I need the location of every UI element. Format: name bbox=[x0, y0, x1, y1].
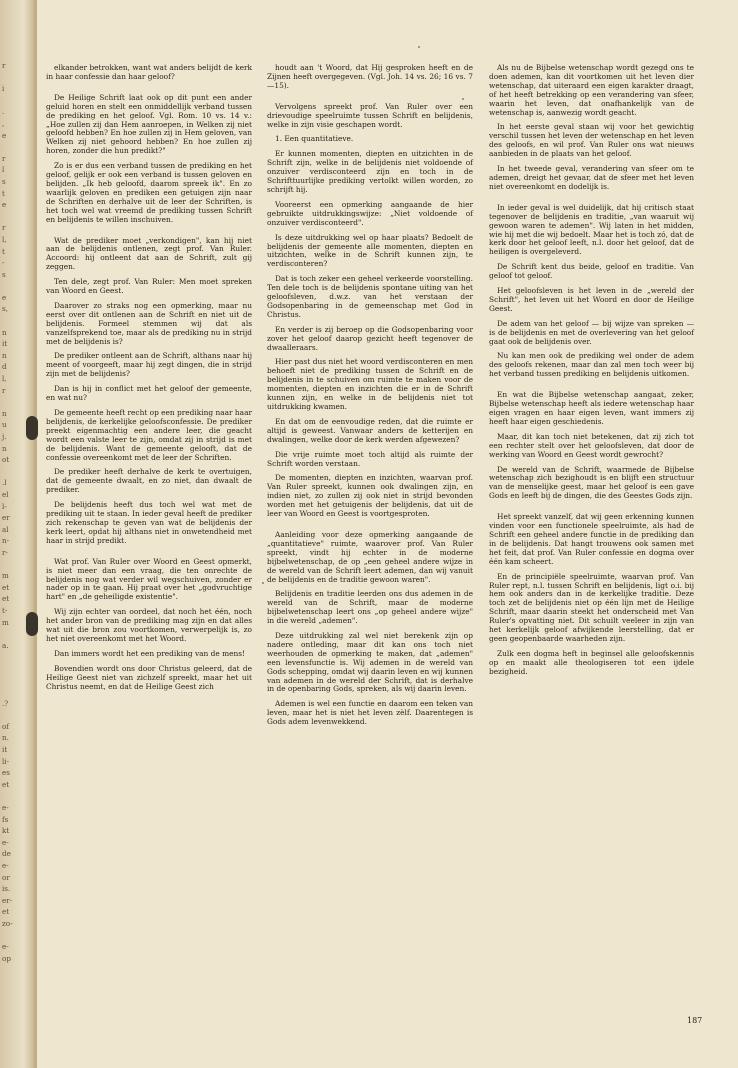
paragraph: Ten dele, zegt prof. Van Ruler: Men moet spreken van Woord en Geest. bbox=[46, 277, 252, 296]
paragraph: Dat is toch zeker een geheel verkeerde voorstelling. Ten dele toch is de belijdenis spontane uiting van het geloofsleven, d.w.z. van het verstaan der Godsopenbaring in de gemeenschap met God in Christus. bbox=[267, 274, 473, 319]
paragraph: De prediker ontleent aan de Schrift, althans naar hij meent of voorgeeft, maar hij zegt dingen, die in strijd zijn met de belijdenis? bbox=[46, 351, 252, 379]
text-column-left bbox=[46, 64, 252, 697]
paragraph: Aanleiding voor deze opmerking aangaande de „quantitatieve" ruimte, waarover prof. Van Ruler spreekt, vindt hij echter in de moderne bijbelwetenschap, de op „een geheel andere wijze in de wereld van de Schrift leert ademen, dan wij vanuit de belijdenis en de traditie gewoon waren". bbox=[267, 529, 473, 584]
paragraph: En verder is zij beroep op die Godsopenbaring voor zover het geloof daarop gezicht heeft tegenover de dwaalleraars. bbox=[267, 324, 473, 352]
print-speck bbox=[462, 98, 464, 100]
print-speck bbox=[418, 46, 420, 48]
paragraph: Het spreekt vanzelf, dat wij geen erkenning kunnen vinden voor een functionele speelruimte, als had de Schrift een geheel andere functie in de prediking dan in de belijdenis. Dat hangt trouwens ook samen met het feit, dat prof. Van Ruler confessie en dogma over één kam scheert. bbox=[489, 512, 694, 566]
text-column-right bbox=[489, 64, 694, 683]
paragraph: Dan is hij in conflict met het geloof der gemeente, en wat nu? bbox=[46, 384, 252, 403]
paragraph: In het eerste geval staan wij voor het gewichtig verschil tussen het leven der wetenschap en het leven des geloofs, en wil prof. Van Ruler ons wat nieuws aanbieden in de plaats van het geloof. bbox=[489, 122, 694, 159]
paragraph: En dat om de eenvoudige reden, dat die ruimte er altijd is geweest. Vanwaar anders de ketterijen en dwalingen, welke door de kerk werden afgewezen? bbox=[267, 416, 473, 444]
paragraph: Die vrije ruimte moet toch altijd als ruimte der Schrift worden verstaan. bbox=[267, 449, 473, 468]
paragraph: Nu kan men ook de prediking wel onder de adem des geloofs rekenen, maar dan zal men toch weer bij het verband tussen prediking en belijdenis uitkomen. bbox=[489, 351, 694, 379]
paragraph: De Schrift kent dus beide, geloof en traditie. Van geloof tot geloof. bbox=[489, 262, 694, 281]
paragraph: Zulk een dogma heft in beginsel alle geloofskennis op en maakt alle theologiseren tot een ijdele bezigheid. bbox=[489, 648, 694, 676]
paragraph: De belijdenis heeft dus toch wel wat met de prediking uit te staan. In ieder geval heeft de prediker zich rekenschap te geven van wat de belijdenis der kerk leert, opdat hij althans niet in onwetendheid met haar in strijd predikt. bbox=[46, 500, 252, 545]
paragraph: Er kunnen momenten, diepten en uitzichten in de Schrift zijn, welke in de belijdenis niet voldoende of onzuiver verdisconteerd zijn en toch in de Schrifttuurlijke prediking vertolkt willen worden, zo schrijft hij. bbox=[267, 149, 473, 194]
paragraph: Deze uitdrukking zal wel niet berekenk zijn op nadere ontleding, maar dit kan ons toch niet weerhouden de opmerking te maken, dat „ademen" een levensfunctie is. Wij ademen in de wereld van Gods schepping, omdat wij daarin leven en wij kunnen van ademen in de wereld der Schrift, dat is derhalve in de openbaring Gods, spreken, als wij daarin leven. bbox=[267, 631, 473, 694]
paragraph: Wat de prediker moet „verkondigen", kan hij niet aan de belijdenis ontlenen, zegt prof. Van Ruler. Accoord: hij ontleent dat aan de Schrift, zult gij zeggen. bbox=[46, 235, 252, 272]
previous-page-edge bbox=[0, 0, 34, 1068]
paragraph: De Heilige Schrift laat ook op dit punt een ander geluid horen en stelt een onmiddellijk verband tussen de prediking en het geloof. Vgl. Rom. 10 vs. 14 v.: „Hoe zullen zij dan Hem aanroepen, in Welken zij niet geloofd hebben? En hoe zullen zij in Hem geloven, van Welken zij niet gehoord hebben? En hoe zullen zij horen, zonder die hun predikt?" bbox=[46, 92, 252, 156]
binding-ring bbox=[26, 612, 38, 636]
paragraph: Ademen is wel een functie en daarom een teken van leven, maar het is niet het leven zèlf. Daarentegen is Gods adem levenwekkend. bbox=[267, 699, 473, 727]
paragraph: Het geloofsleven is het leven in de „wereld der Schrift", het leven uit het Woord en door de Heilige Geest. bbox=[489, 286, 694, 313]
paragraph: Hier past dus niet het woord verdisconteren en men behoeft niet de prediking tussen de Schrift en de belijdenis in te schuiven om ruimte te maken voor de momenten, diepten en inzichten die er in de Schrift kunnen zijn, en welke in de belijdenis niet tot uitdrukking kwamen. bbox=[267, 357, 473, 411]
paragraph: Dan immers wordt het een prediking van de mens! bbox=[54, 648, 246, 658]
paragraph: De prediker heeft derhalve de kerk te overtuigen, dat de gemeente dwaalt, en zo niet, dan dwaalt de prediker. bbox=[46, 467, 252, 495]
print-speck bbox=[262, 582, 264, 584]
paragraph: En wat die Bijbelse wetenschap aangaat, zeker, Bijbelse wetenschap heeft als iedere wetenschap haar eigen vragen en haar eigen leven, want immers zij heeft haar eigen geschiedenis. bbox=[489, 390, 694, 426]
paragraph: Als nu de Bijbelse wetenschap wordt gezegd ons te doen ademen, kan dit voortkomen uit het leven dier wetenschap, dat uiteraard een eigen karakter draagt, of het heeft betrekking op een verandering van sfeer, waarin het leven, dat onafhankelijk van de wetenschap is, aanwezig wordt geacht. bbox=[489, 63, 694, 117]
page-number: 187 bbox=[687, 1016, 703, 1025]
paragraph: Is deze uitdrukking wel op haar plaats? Bedoelt de belijdenis der gemeente alle momenten, diepten en uitzichten, welke in de Schrift kunnen zijn, te verdisconteren? bbox=[267, 232, 473, 269]
paragraph: 1. Een quantitatieve. bbox=[275, 134, 354, 144]
book-spine bbox=[34, 0, 37, 1068]
paragraph: En de principiële speelruimte, waarvan prof. Van Ruler rept, n.l. tussen Schrift en belijdenis, ligt o.i. bij hem ook anders dan in de kerkelijke traditie. Deze toch zet de belijdenis niet op één lijn met de Heilige Schrift, maar daarin steekt het onderscheid met Van Ruler's opvatting niet. Dit schuilt veeleer in zijn van het kerkelijk geloof afwijkende leerstelling, dat er geen geopenbaarde waarheden zijn. bbox=[489, 571, 694, 643]
paragraph: Wat prof. Van Ruler over Woord en Geest opmerkt, is niet meer dan een vraag, die ten onrechte de belijdenis nog wat verder wil wegschuiven, zonder er nader op in te gaan. Hij praat over het „godvruchtige hart" en „de geheiligde existentie". bbox=[46, 556, 252, 602]
paragraph: Daarover zo straks nog een opmerking, maar nu eerst over dit ontlenen aan de Schrift en niet uit de belijdenis. Formeel stemmen wij dat als vanzelfsprekend toe, maar als de prediking nu in strijd met de belijdenis is? bbox=[46, 300, 252, 346]
paragraph: Zo is er dus een verband tussen de prediking en het geloof, gelijk er ook een verband is tussen geloven en belijden. „Ik heb geloofd, daarom spreek ik". En zo waarlijk geloven en prediken een getuigen zijn naar de Schriften en derhalve uit de leer der Schriften, is het toch wel wat vreemd de prediking tussen Schrift en belijdenis te willen inschuiven. bbox=[46, 161, 252, 224]
paragraph: In ieder geval is wel duidelijk, dat hij critisch staat tegenover de belijdenis en traditie, „van waaruit wij gewoon waren te ademen". Wij laten in het midden, wie hij met die wij bedoelt. Maar het is toch zó, dat de kerk door het geloof leeft, n.l. door het geloof, dat de heiligen is overgeleverd. bbox=[489, 202, 694, 257]
binding-ring bbox=[26, 416, 38, 440]
paragraph: De adem van het geloof — bij wijze van spreken — is de belijdenis en met de overlevering van het geloof gaat ook de belijdenis over. bbox=[489, 318, 694, 346]
paragraph: De gemeente heeft recht op een prediking naar haar belijdenis, de kerkelijke geloofsconfessie. De prediker preekt eigenmachtig een andere leer, die geacht wordt een valste leer te zijn, omdat zij in strijd is met de belijdenis. Want de gemeente gelooft, dat de confessie overeenkomt met de leer der Schriften. bbox=[46, 408, 253, 462]
paragraph: De momenten, diepten en inzichten, waarvan prof. Van Ruler spreekt, kunnen ook dwalingen zijn, en indien niet, zo zullen zij ook niet in strijd bevonden worden met het getuigenis der belijdenis, dat uit de leer van Woord en Geest is voortgesproten. bbox=[267, 473, 473, 519]
paragraph: houdt aan 't Woord, dat Hij gesproken heeft en de Zijnen heeft overgegeven. (Vgl. Joh. 14 vs. 26; 16 vs. 7—15). bbox=[267, 63, 473, 90]
previous-page-fragment-text: r i . , e r l s t e r l, t - s e s, n it n d l, r n u j. n ot .l el l- er al n- r- m et et t- m a. .? of n. it li- es et e- fs kt e- de e- or is. er- et zo- e- op bbox=[2, 61, 13, 963]
paragraph: elkander betrokken, want wat anders belijdt de kerk in haar confessie dan haar geloof? bbox=[46, 63, 252, 81]
paragraph: Wij zijn echter van oordeel, dat noch het één, noch het ander bron van de prediking mag zijn en dat alles wat uit die bron zou voortkomen, verwerpelijk is, zo het niet overeenkomt met het Woord. bbox=[46, 607, 252, 643]
paragraph: Maar, dit kan toch niet betekenen, dat zij zich tot een rechter stelt over het geloofsleven, dat door de werking van Woord en Geest wordt gewrocht? bbox=[489, 431, 694, 459]
paragraph: In het tweede geval, verandering van sfeer om te ademen, dreigt het gevaar, dat de sfeer met het leven niet overeenkomt en dodelijk is. bbox=[489, 164, 694, 191]
paragraph: Vooreerst een opmerking aangaande de hier gebruikte uitdrukkingswijze: „Niet voldoende of onzuiver verdisconteerd". bbox=[267, 199, 473, 227]
paragraph: Belijdenis en traditie leerden ons dus ademen in de wereld van de Schrift, maar de moderne bijbelwetenschap leert ons „op geheel andere wijze" in die wereld „ademen". bbox=[267, 589, 473, 626]
paragraph: Bovendien wordt ons door Christus geleerd, dat de Heilige Geest niet van zichzelf spreekt, maar het uit Christus neemt, en dat de Heilige Geest zich bbox=[46, 663, 252, 691]
text-column-middle bbox=[267, 64, 473, 733]
paragraph: De wereld van de Schrift, waarmede de Bijbelse wetenschap zich bezighoudt is en blijft een structuur van de menselijke geest, maar het geloof is een gave Gods en leeft bij de dingen, die des Geestes Gods zijn. bbox=[489, 464, 694, 501]
paragraph: Vervolgens spreekt prof. Van Ruler over een drievoudige speelruimte tussen Schrift en belijdenis, welke in zijn visie geschapen wordt. bbox=[267, 101, 473, 129]
